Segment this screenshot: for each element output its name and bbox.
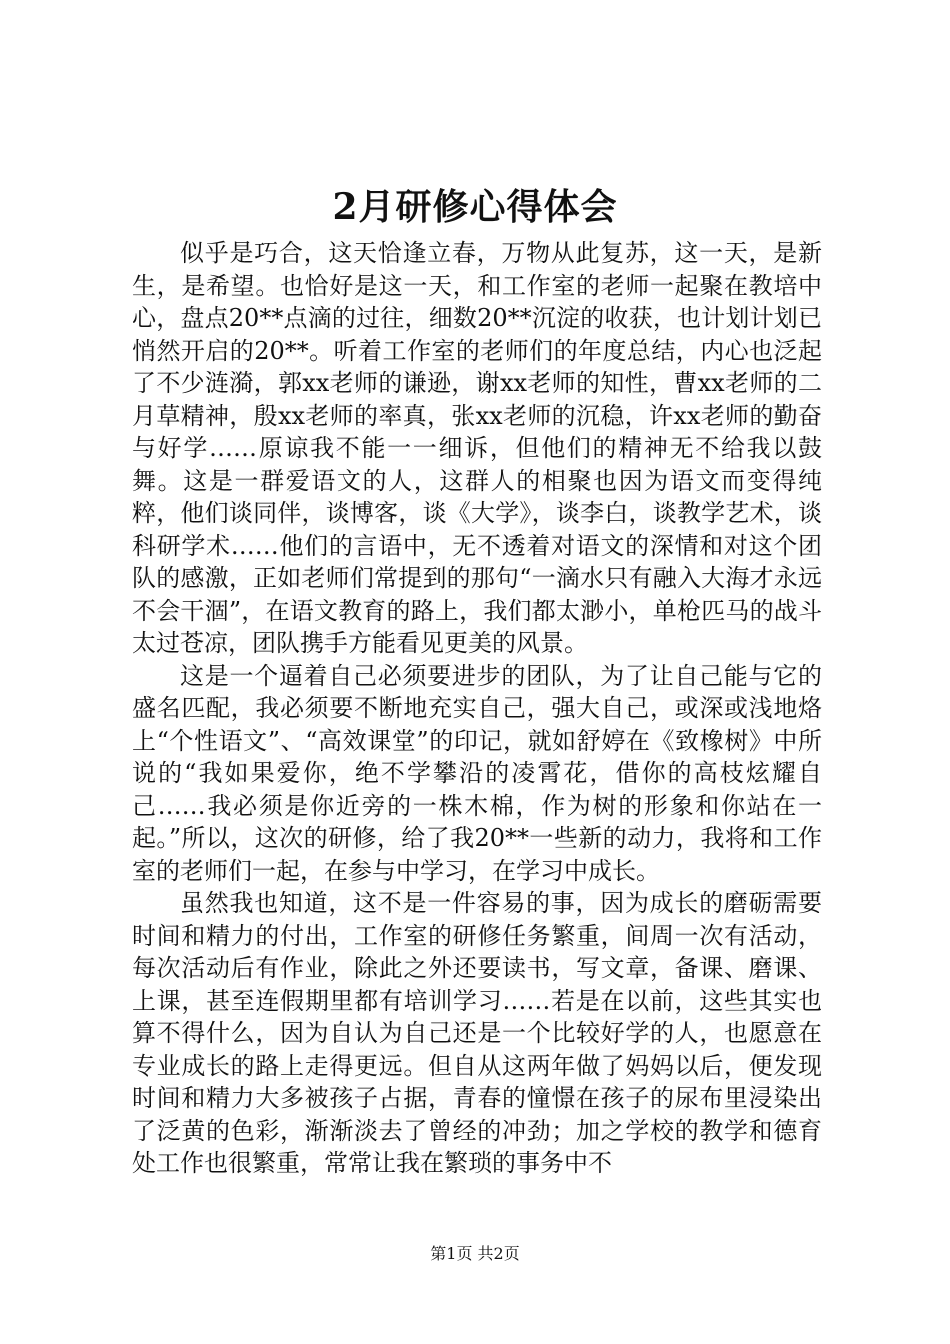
document-body bbox=[132, 237, 822, 1180]
document-title: 2月研修心得体会 bbox=[332, 186, 618, 228]
paragraph-2: 这是一个逼着自己必须要进步的团队，为了让自己能与它的盛名匹配，我必须要不断地充实自己，强大自己，或深或浅地烙上“个性语文”、“高效课堂”的印记，就如舒婷在《致橡树》中所说的“我如果爱你，绝不学攀沿的凌霄花，借你的高枝炫耀自己……我必须是你近旁的一株木棉，作为树的形象和你站在一起。”所以，这次的研修，给了我20**一些新的动力，我将和工作室的老师们一起，在参与中学习，在学习中成长。 bbox=[132, 661, 822, 885]
page-number-footer: 第1页 共2页 bbox=[430, 1244, 520, 1263]
paragraph-1: 似乎是巧合，这天恰逢立春，万物从此复苏，这一天，是新生，是希望。也恰好是这一天，和工作室的老师一起聚在教培中心，盘点20**点滴的过往，细数20**沉淀的收获，也计划计划已悄然开启的20**。听着工作室的老师们的年度总结，内心也泛起了不少涟漪，郭xx老师的谦逊，谢xx老师的知性，曹xx老师的二月草精神，殷xx老师的率真，张xx老师的沉稳，许xx老师的勤奋与好学……原谅我不能一一细诉，但他们的精神无不给我以鼓舞。这是一群爱语文的人，这群人的相聚也因为语文而变得纯粹，他们谈同伴，谈博客，谈《大学》，谈李白，谈教学艺术，谈科研学术……他们的言语中，无不透着对语文的深情和对这个团队的感激，正如老师们常提到的那句“一滴水只有融入大海才永远不会干涸”，在语文教育的路上，我们都太渺小，单枪匹马的战斗太过苍凉，团队携手方能看见更美的风景。 bbox=[132, 239, 822, 657]
paragraph-3: 虽然我也知道，这不是一件容易的事，因为成长的磨砺需要时间和精力的付出，工作室的研修任务繁重，间周一次有活动，每次活动后有作业，除此之外还要读书，写文章，备课、磨课、上课，甚至连假期里都有培训学习……若是在以前，这些其实也算不得什么，因为自认为自己还是一个比较好学的人，也愿意在专业成长的路上走得更远。但自从这两年做了妈妈以后，便发现时间和精力大多被孩子占据，青春的憧憬在孩子的尿布里浸染出了泛黄的色彩，渐渐淡去了曾经的冲劲；加之学校的教学和德育处工作也很繁重，常常让我在繁琐的事务中不 bbox=[132, 889, 822, 1177]
